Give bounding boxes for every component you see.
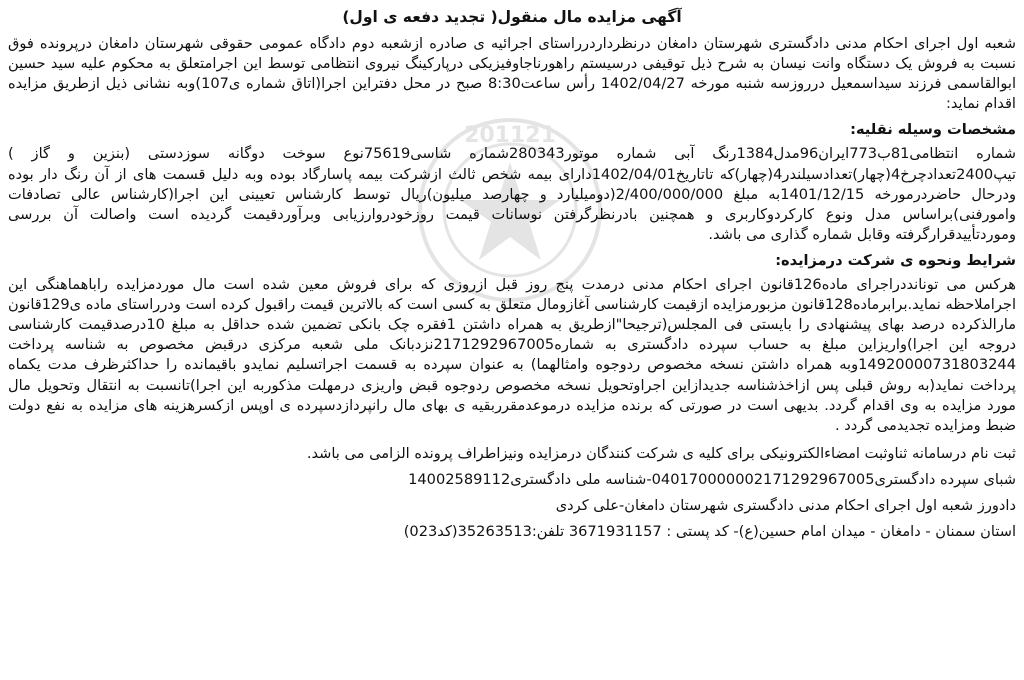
watermark-number: 201121	[464, 123, 556, 148]
registration-note: ثبت نام درسامانه ثناوثبت امضاءالکترونیکی برای کلیه ی شرکت کنندگان درمزایده ونیزاطراف پرونده الزامی می باشد.	[306, 444, 1016, 462]
notice-title: آگهی مزایده مال منقول( تجدید دفعه ی اول)	[342, 8, 682, 26]
vehicle-heading: مشخصات وسیله نقلیه:	[850, 121, 1016, 139]
signature-line: دادورز شعبه اول اجرای احکام مدنی دادگستری شهرستان دامغان-علی کردی	[555, 496, 1016, 514]
conditions-heading: شرایط ونحوه ی شرکت درمزایده:	[775, 251, 1016, 269]
address-line: استان سمنان - دامغان - میدان امام حسین(ع)- کد پستی : 3671931157 تلفن:35263513(کد023)	[403, 523, 1016, 541]
vehicle-specs-paragraph: شماره انتظامی81ب773ایران96مدل1384رنگ آبی شماره موتور280343شماره شاسی75619نوع سوخت دوگانه سوزدستی (بنزین و گاز ) تیپ2400تعدادچرخ4(چهار)تعدادسیلندر4(چهار)که تاتاریخ1402/04/01دارای بیمه شخص ثالث ازشرکت بیمه پاسارگاد بوده وبه دلیل قسمت های از آن رنگ دار بوده ودرحال حاضردرمورخه 1401/12/15به مبلغ 2/400/000/000(دومیلیارد و چهارصد میلیون)ریال توسط کارشناس تعیینی این اجرا(کارشناس عالی تصادفات وامورفنی)براساس مدل ونوع کارکردوکاربری و همچنین بادرنظرگرفتن نوسانات قیمت روزخودروارزیابی وبرآوردقیمت گردیده است واصالت آن بررسی وموردتأییدقرارگرفته وقابل شماره گذاری می باشد.	[8, 145, 1016, 243]
intro-paragraph: شعبه اول اجرای احکام مدنی دادگستری شهرستان دامغان درنظرداردرراستای اجرائیه ی صادره ازشعبه دوم دادگاه عمومی حقوقی شهرستان دامغان درپرونده فوق نسبت به فروش یک دستگاه وانت نیسان به شرح ذیل توقیفی درسیستم راهورناجاوفیزیکی درپارکینگ نیروی انتظامی توسط این اجرامتعلق به محکوم علیه سید حسین ابوالقاسمی فرزند سیداسمعیل درروزسه شنبه مورخه 1402/04/27 رأس ساعت8:30 صبح در محل دفتراین اجرا(اتاق شماره ی107)وبه نشانی ذیل ازطریق مزایده اقدام نماید:	[8, 35, 1017, 113]
bank-info-line: شبای سپرده دادگستری040170000002171292967005-شناسه ملی دادگستری14002589112	[408, 470, 1016, 488]
conditions-paragraph: هرکس می تونانددراجرای ماده126قانون اجرای احکام مدنی درمدت پنج روز قبل ازروزی که برای فروش معین شده است مال موردمزایده راباهماهنگی این اجراملاحظه نماید.برابرماده128قانون مزبورمزایده ازقیمت کارشناسی آغازومال متعلق به کسی است که بالاترین قیمت راقبول کرده است ودرراستای ماده ی129قانون مارالذکرده درصد بهای پیشنهادی را بایستی فی المجلس(ترجیحا"ازطریق به همراه داشتن 1فقره چک بانکی تضمین شده حداقل به مبلغ 10درصدقیمت کارشناسی دروجه این اجرا)واریزاین مبلغ به حساب سپرده دادگستری به شماره2171292967005نزدبانک ملی شعبه مرکزی درقبض مخصوص به شناسه پرداخت 14920000731803244وبه همراه داشتن نسخه مخصوص ردوجوه وامثالهما) به عنوان سپرده به قسمت اجراتسلیم نمایدو باقیمانده را حداکثرظرف مدت یکماه پرداخت نماید(به روش قبلی پس ازاخذشناسه جدیدازاین اجراوتحویل نسخه مخصوص ردوجوه قبض واریزی درمهلت مذکوربه این اجرا)تانسبت به انتقال وتحویل مال مورد مزایده به وی اقدام گردد. بدیهی است در صورتی که برنده مزایده درموعدمقرربقیه ی بهای مال رانپردازدسپرده ی اوپس ازکسرهزینه های مزایده به نفع دولت ضبط ومزایده تجدیدمی گردد .	[8, 276, 1017, 434]
